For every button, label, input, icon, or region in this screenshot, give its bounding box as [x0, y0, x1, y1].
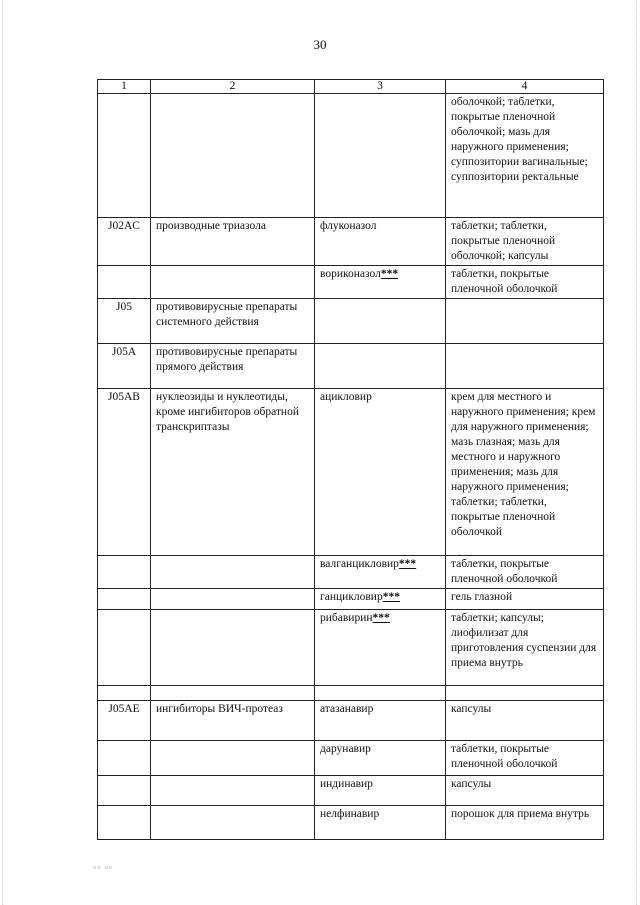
dosage-forms-cell: таблетки, покрытые пленочной оболочкой [446, 266, 604, 299]
page-number: 30 [313, 37, 327, 52]
table-row [98, 610, 604, 686]
group-name-cell [151, 741, 315, 776]
footnote-stars: *** [382, 591, 400, 603]
drug-name: рибавирин [320, 612, 373, 624]
group-name-cell: производные триазола [151, 218, 315, 266]
dosage-forms-cell: порошок для приема внутрь [446, 806, 604, 840]
table-row [98, 686, 604, 701]
group-name-cell: противовирусные препараты системного действия [151, 299, 315, 344]
footnote-stars: *** [380, 268, 399, 280]
drug-name: дарунавир [320, 743, 371, 755]
page-edge-right [636, 0, 637, 905]
atc-code-cell [98, 741, 151, 776]
atc-code-cell [98, 686, 151, 701]
group-name-cell [151, 610, 315, 686]
table-row [98, 299, 604, 344]
dosage-forms-cell [446, 344, 604, 389]
drug-name: ацикловир [320, 391, 372, 403]
group-name-cell [151, 686, 315, 701]
dosage-forms-cell [446, 299, 604, 344]
atc-code-cell [98, 94, 151, 218]
col-header-1: 1 [98, 80, 151, 94]
dosage-forms-cell: таблетки; таблетки, покрытые пленочной оболочкой; капсулы [446, 218, 604, 266]
atc-code-cell: J05 [98, 299, 151, 344]
drug-name-cell [315, 776, 446, 806]
drug-table [97, 79, 604, 840]
page-edge-left [2, 0, 3, 905]
drug-name-cell [315, 556, 446, 589]
drug-name-cell [315, 389, 446, 556]
scan-mark: ▫▫ ▫▫ [93, 862, 114, 872]
drug-name-cell [315, 686, 446, 701]
table-row [98, 218, 604, 266]
group-name-cell [151, 776, 315, 806]
drug-name: индинавир [320, 778, 373, 790]
table-row [98, 776, 604, 806]
drug-name-cell [315, 741, 446, 776]
col-header-3: 3 [315, 80, 446, 94]
table-row [98, 741, 604, 776]
atc-code-cell: J02AC [98, 218, 151, 266]
footnote-stars: *** [372, 612, 390, 624]
dosage-forms-cell: капсулы [446, 701, 604, 741]
group-name-cell: ингибиторы ВИЧ-протеаз [151, 701, 315, 741]
table-row [98, 344, 604, 389]
atc-code-cell: J05AB [98, 389, 151, 556]
drug-name: ганцикловир [320, 591, 383, 603]
group-name-cell: нуклеозиды и нуклеотиды, кроме ингибиторов обратной транскриптазы [151, 389, 315, 556]
table-header-row [98, 80, 604, 94]
table-row [98, 94, 604, 218]
dosage-forms-cell: таблетки, покрытые пленочной оболочкой [446, 556, 604, 589]
table-row [98, 589, 604, 610]
dosage-forms-cell: оболочкой; таблетки, покрытые пленочной оболочкой; мазь для наружного применения; суппозитории вагинальные; суппозитории ректальные [446, 94, 604, 218]
drug-name-cell [315, 299, 446, 344]
atc-code-cell [98, 589, 151, 610]
drug-name: нелфинавир [320, 808, 380, 820]
drug-name-cell [315, 218, 446, 266]
group-name-cell [151, 589, 315, 610]
drug-name-cell [315, 701, 446, 741]
group-name-cell: противовирусные препараты прямого действия [151, 344, 315, 389]
atc-code-cell: J05A [98, 344, 151, 389]
atc-code-cell [98, 610, 151, 686]
atc-code-cell: J05AE [98, 701, 151, 741]
drug-name-cell [315, 266, 446, 299]
drug-name-cell [315, 94, 446, 218]
drug-name: атазанавир [320, 703, 374, 715]
footnote-stars: *** [398, 558, 417, 570]
drug-name: флуконазол [320, 220, 377, 232]
group-name-cell [151, 806, 315, 840]
table-row [98, 266, 604, 299]
drug-name-cell [315, 589, 446, 610]
col-header-4: 4 [446, 80, 604, 94]
dosage-forms-cell: таблетки, покрытые пленочной оболочкой [446, 741, 604, 776]
group-name-cell [151, 94, 315, 218]
atc-code-cell [98, 806, 151, 840]
drug-name-cell [315, 610, 446, 686]
dosage-forms-cell: крем для местного и наружного применения; крем для наружного применения; мазь глазная; мазь для местного и наружного применения; мазь для наружного применения; таблетки; таблетки, покрытые пленочной оболочкой [446, 389, 604, 556]
atc-code-cell [98, 266, 151, 299]
group-name-cell [151, 556, 315, 589]
drug-name-cell [315, 344, 446, 389]
drug-name: валганцикловир [320, 558, 399, 570]
table-row [98, 806, 604, 840]
table-row [98, 556, 604, 589]
table-row [98, 701, 604, 741]
col-header-2: 2 [151, 80, 315, 94]
atc-code-cell [98, 556, 151, 589]
group-name-cell [151, 266, 315, 299]
dosage-forms-cell: капсулы [446, 776, 604, 806]
drug-name: вориконазол [320, 268, 381, 280]
table-row [98, 389, 604, 556]
dosage-forms-cell: таблетки; капсулы; лиофилизат для приготовления суспензии для приема внутрь [446, 610, 604, 686]
atc-code-cell [98, 776, 151, 806]
drug-name-cell [315, 806, 446, 840]
dosage-forms-cell [446, 686, 604, 701]
dosage-forms-cell: гель глазной [446, 589, 604, 610]
